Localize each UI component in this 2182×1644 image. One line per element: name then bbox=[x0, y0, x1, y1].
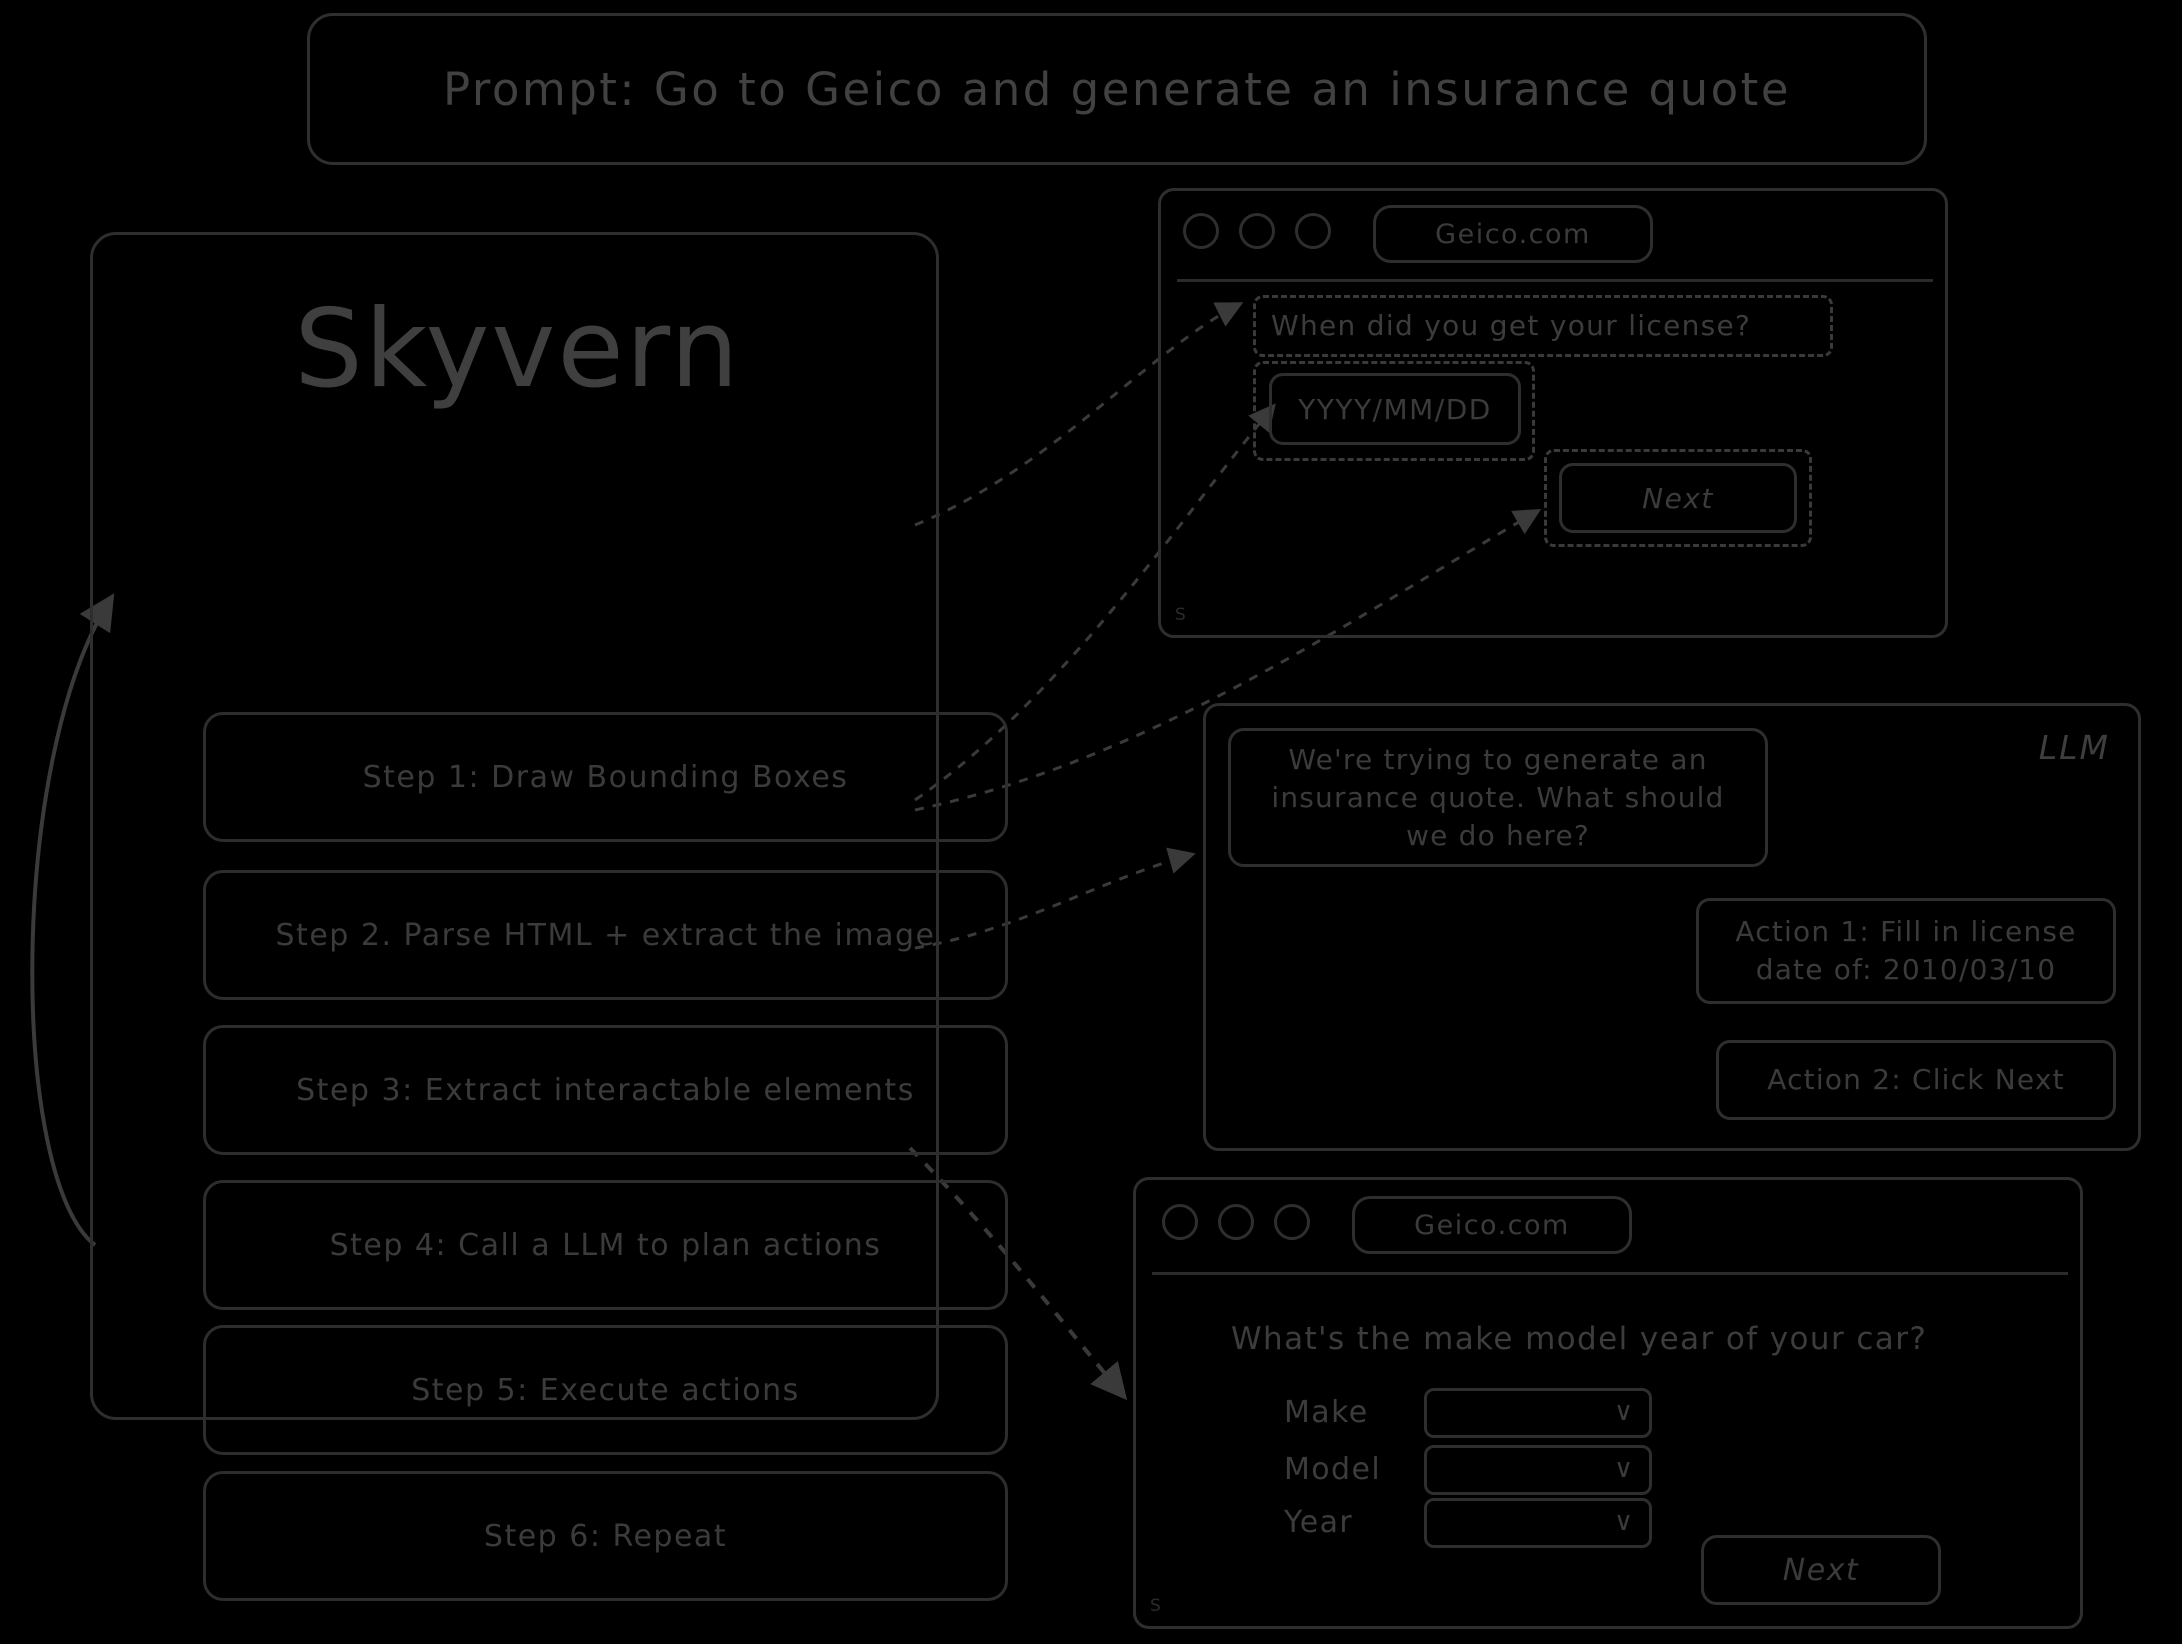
step-1-draw-bounding-boxes[interactable]: Step 1: Draw Bounding Boxes bbox=[203, 712, 1008, 842]
step-5-execute-actions[interactable]: Step 5: Execute actions bbox=[203, 1325, 1008, 1455]
window-minimize-dot-icon[interactable] bbox=[1239, 213, 1275, 249]
car-question-text: What's the make model year of your car? bbox=[1231, 1321, 1928, 1357]
address-bar-2[interactable] bbox=[1352, 1196, 1632, 1254]
address-bar-1-url: Geico.com bbox=[1435, 218, 1591, 250]
browser-window-geico-car bbox=[1133, 1177, 2083, 1629]
next-button-2-label: Next bbox=[1782, 1552, 1860, 1588]
window-close-dot-icon-2[interactable] bbox=[1162, 1204, 1198, 1240]
chevron-down-icon-model: ∨ bbox=[1613, 1454, 1633, 1484]
prompt-text: Prompt: Go to Geico and generate an insurance quote bbox=[442, 62, 1791, 116]
license-question-text: When did you get your license? bbox=[1271, 309, 1752, 342]
chevron-down-icon-make: ∨ bbox=[1613, 1397, 1633, 1427]
year-label: Year bbox=[1284, 1505, 1354, 1540]
next-button-1-label: Next bbox=[1642, 481, 1714, 515]
chevron-down-icon-year: ∨ bbox=[1613, 1507, 1633, 1537]
license-date-input[interactable] bbox=[1269, 373, 1521, 445]
next-button-1[interactable] bbox=[1559, 463, 1797, 533]
browser-window-geico-license bbox=[1158, 188, 1948, 638]
browser-2-corner-mark: S bbox=[1150, 1596, 1161, 1616]
browser-1-corner-mark: S bbox=[1175, 605, 1186, 625]
skyvern-panel bbox=[90, 232, 939, 1554]
browser-2-divider bbox=[1152, 1272, 2068, 1275]
year-select[interactable] bbox=[1424, 1498, 1652, 1548]
address-bar-2-url: Geico.com bbox=[1414, 1209, 1570, 1241]
next-button-2[interactable] bbox=[1701, 1535, 1941, 1605]
prompt-banner bbox=[307, 13, 1927, 165]
step-2-parse-html[interactable]: Step 2. Parse HTML + extract the image bbox=[203, 870, 1008, 1000]
license-date-placeholder: YYYY/MM/DD bbox=[1298, 392, 1492, 426]
llm-action-2: Action 2: Click Next bbox=[1716, 1040, 2116, 1120]
step-4-call-llm[interactable]: Step 4: Call a LLM to plan actions bbox=[203, 1180, 1008, 1310]
browser-1-divider bbox=[1177, 279, 1933, 282]
llm-question-bubble: We're trying to generate an insurance quote. What should we do here? bbox=[1228, 728, 1768, 867]
make-label: Make bbox=[1284, 1395, 1369, 1430]
model-select[interactable] bbox=[1424, 1445, 1652, 1495]
llm-action-1: Action 1: Fill in license date of: 2010/03/10 bbox=[1696, 898, 2116, 1004]
skyvern-logo-title: Skyvern bbox=[294, 287, 741, 412]
llm-badge: LLM bbox=[2038, 728, 2110, 767]
step-3-extract-interactable-elements[interactable]: Step 3: Extract interactable elements bbox=[203, 1025, 1008, 1155]
window-maximize-dot-icon[interactable] bbox=[1295, 213, 1331, 249]
address-bar-1[interactable] bbox=[1373, 205, 1653, 263]
llm-panel bbox=[1203, 703, 2141, 1151]
make-select[interactable] bbox=[1424, 1388, 1652, 1438]
window-minimize-dot-icon-2[interactable] bbox=[1218, 1204, 1254, 1240]
window-close-dot-icon[interactable] bbox=[1183, 213, 1219, 249]
step-6-repeat[interactable]: Step 6: Repeat bbox=[203, 1471, 1008, 1601]
model-label: Model bbox=[1284, 1452, 1382, 1487]
window-maximize-dot-icon-2[interactable] bbox=[1274, 1204, 1310, 1240]
